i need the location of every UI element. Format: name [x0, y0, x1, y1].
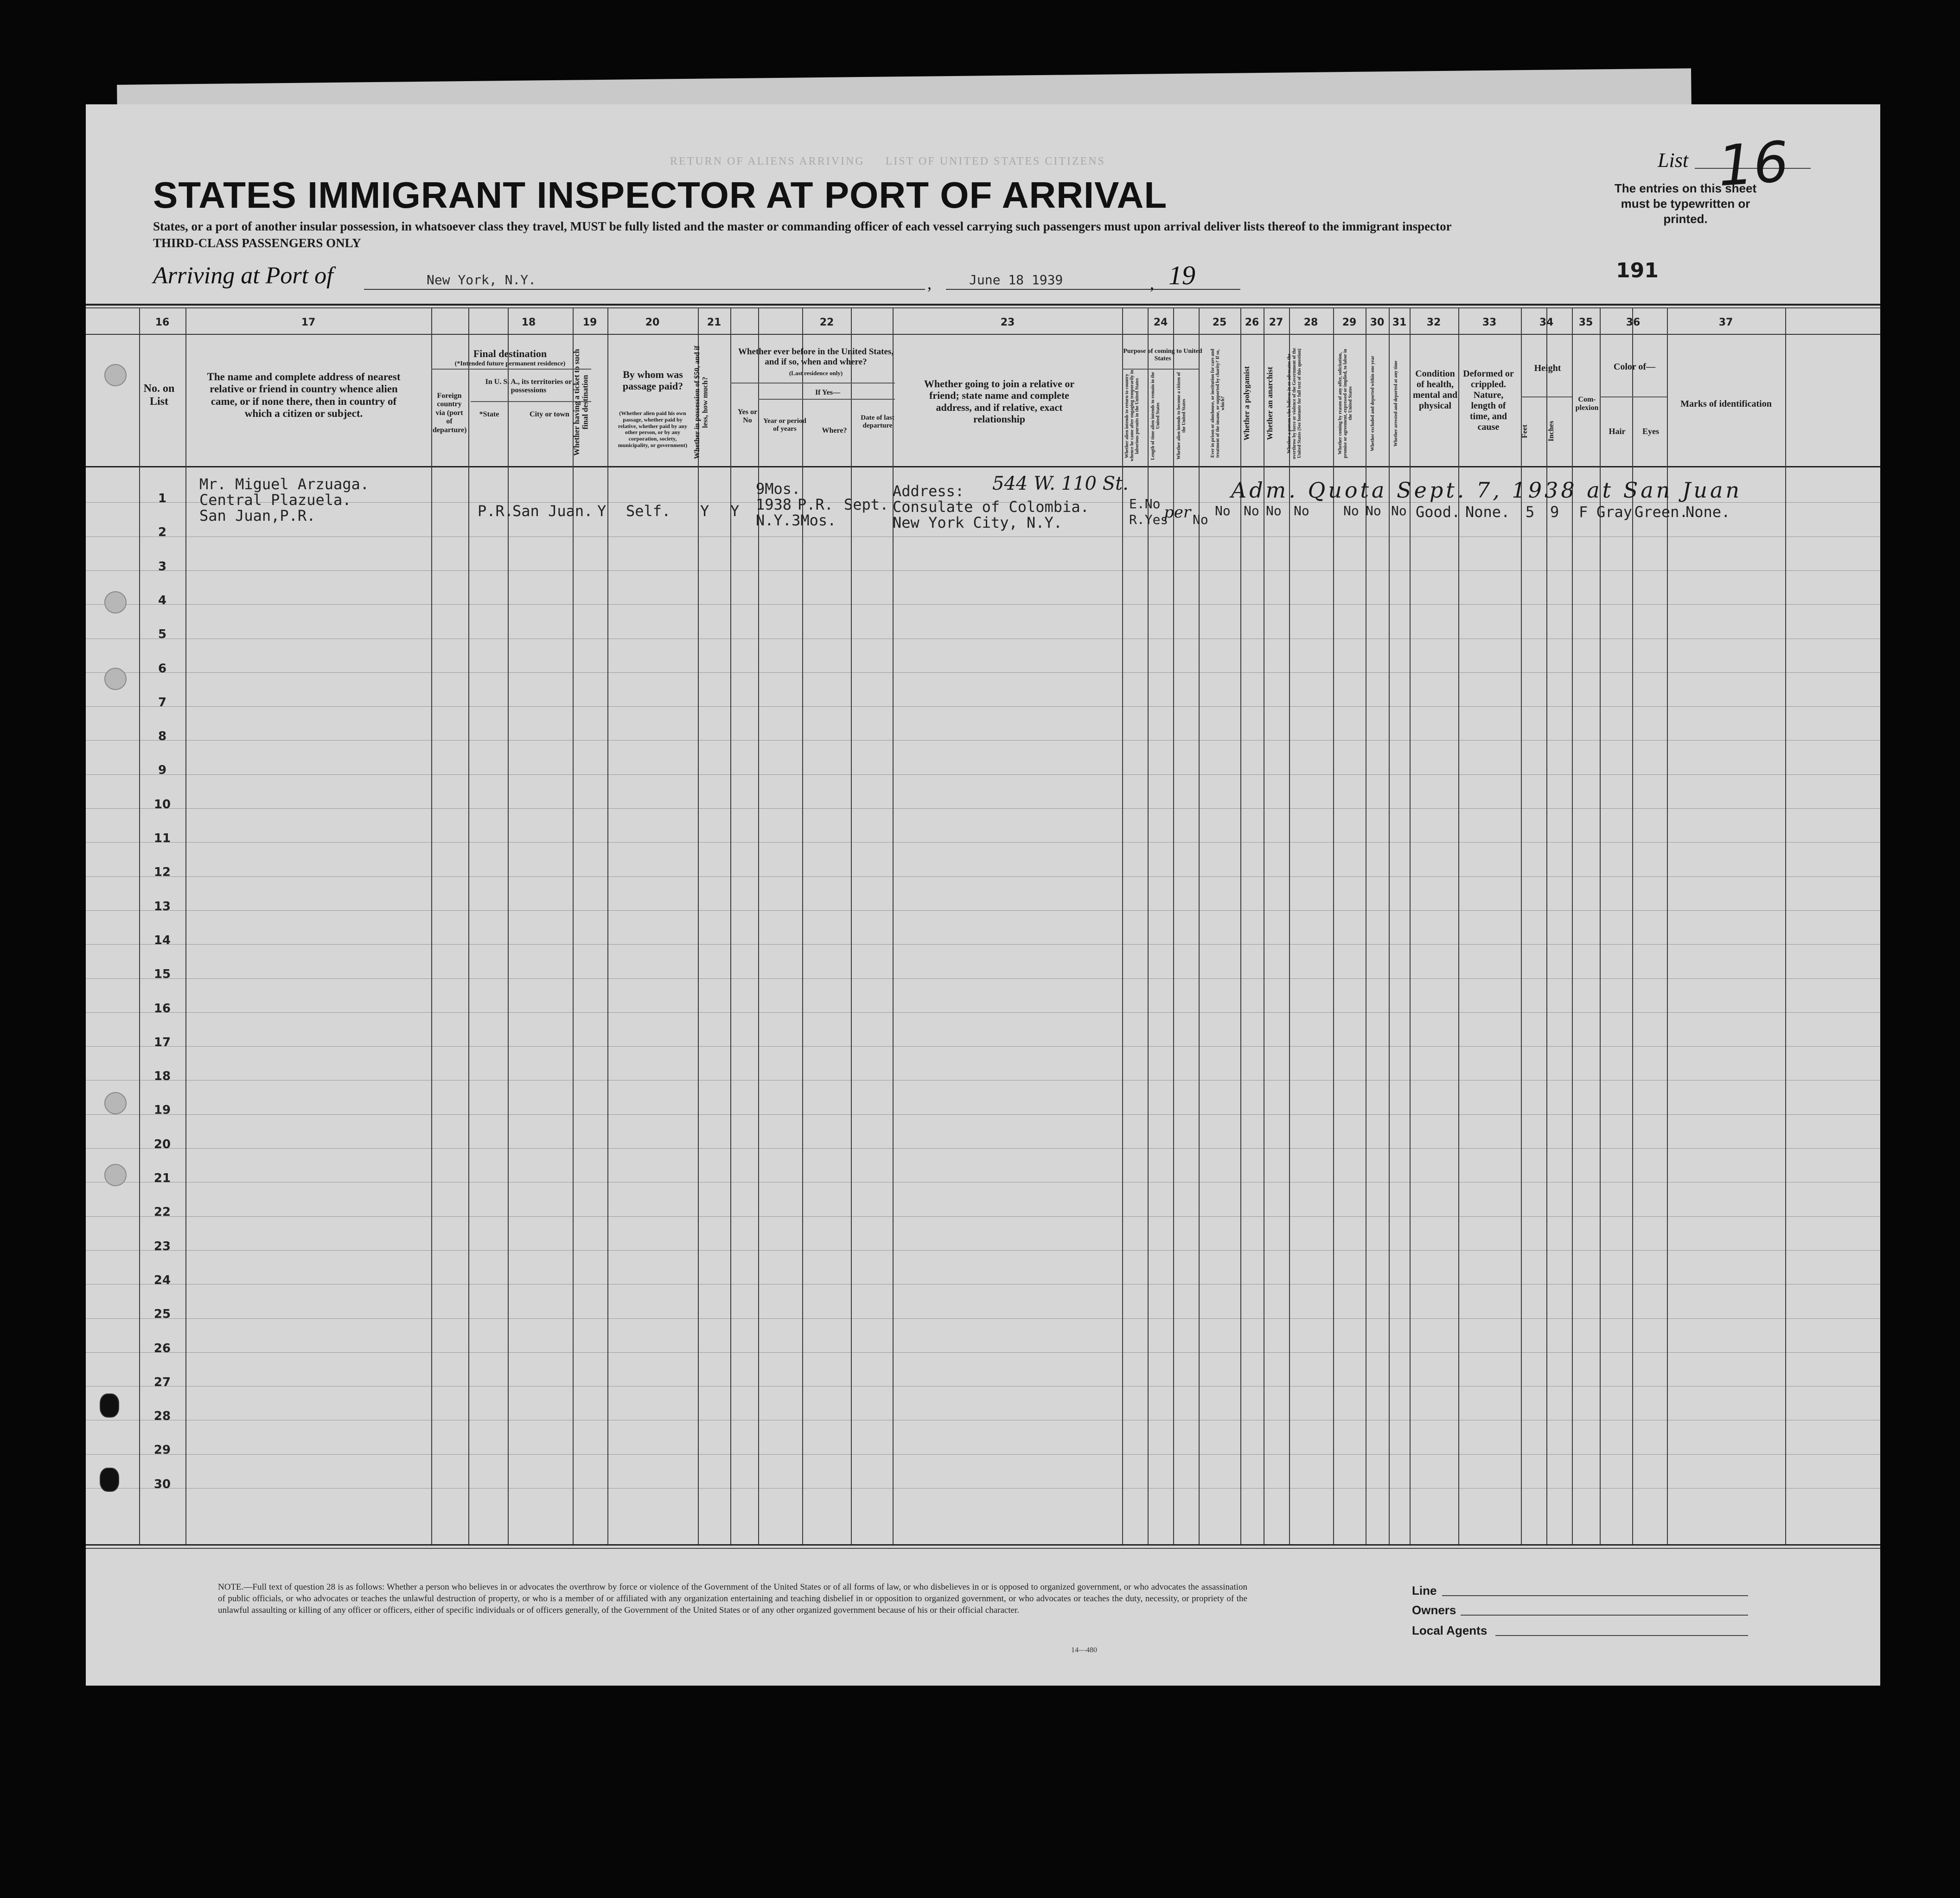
column-number: 29 [1342, 317, 1357, 328]
row-rule [86, 944, 1880, 945]
row-number: 14 [153, 933, 171, 947]
hdr-yes-no: Yes or No [737, 408, 758, 425]
row-rule [86, 740, 1880, 741]
footer-note: NOTE.—Full text of question 28 is as follows: Whether a person who believes in or advocates the overthrow by force or violence of the Government of the United States or of all forms of law, or who disbelieves in or is opposed to organized government, or who advocates the assassination of public officials, or who advocates or teaches the unlawful destruction of property, or who is a member of or affiliated with any organization entertaining and teaching disbelief in or opposition to organized government, or who advocates or teaches the duty, necessity, or propriety of the unlawful assaulting or killing of any officer or officers, either of specific individuals or of officers generally, of the Government of the United States or of any other organized government because of his or their official character. [218, 1582, 1247, 1615]
row-number: 15 [153, 967, 171, 981]
column-rule [508, 308, 509, 1544]
entry-passage: Self. [626, 502, 671, 520]
hdr-final-destination: Final destination [473, 348, 547, 359]
entry-arrested: No [1391, 503, 1407, 518]
hdr-money: Whether in possession of $50, and if less, how much? [693, 345, 709, 459]
entry-purpose-line1: E.No [1129, 496, 1161, 511]
hdr-coming-by-reason: Whether coming by reason of any offer, solicitation, promise or agreement, expressed or implied, to labor in the United States [1338, 349, 1353, 458]
entry-complexion: F [1579, 503, 1588, 521]
row-number: 16 [153, 1002, 171, 1016]
column-number: 23 [1000, 317, 1015, 328]
punch-hole [104, 668, 127, 690]
column-rule [1785, 308, 1786, 1544]
entry-eyes: Green. [1634, 503, 1688, 521]
hdr-date-departure: Date of last departure [861, 414, 894, 430]
hdr-purpose-sub2: Length of time alien intends to remain in the United States [1150, 372, 1161, 460]
column-rule [1148, 308, 1149, 1544]
row-number: 9 [158, 763, 167, 777]
row-number: 5 [158, 627, 167, 641]
table-bottom-rule [86, 1544, 1880, 1546]
entries-note: The entries on this sheet must be typewritten or printed. [1614, 181, 1757, 226]
column-number: 31 [1392, 317, 1407, 328]
column-number: 18 [521, 317, 536, 328]
hdr-inches: Inches [1547, 421, 1555, 442]
column-number: 24 [1153, 317, 1168, 328]
hdr-height: Height [1534, 363, 1561, 373]
column-number: 17 [301, 317, 316, 328]
row-number: 25 [153, 1307, 171, 1321]
entry-anarchist: No [1266, 503, 1282, 518]
bleed-through-text: RETURN OF ALIENS ARRIVING LIST OF UNITED STATES CITIZENS [670, 155, 1105, 167]
table-bottom-rule-2 [86, 1548, 1880, 1549]
entry-relative-line1: Mr. Miguel Arzuaga. [199, 475, 370, 493]
column-number: 27 [1269, 317, 1283, 328]
hdr-state: *State [479, 410, 499, 418]
entry-state: P.R. [478, 502, 514, 520]
footer-agents-rule [1495, 1635, 1748, 1636]
column-rule [468, 308, 469, 1544]
punch-hole [104, 591, 127, 613]
port-line [364, 289, 925, 290]
row-number: 8 [158, 729, 167, 743]
row-number: 12 [153, 865, 171, 879]
row-number: 21 [153, 1171, 171, 1185]
hdr-year-period: Year or period of years [763, 417, 806, 433]
entry-purpose-tail: No [1193, 512, 1208, 527]
column-number: 28 [1303, 317, 1318, 328]
hdr-deformed: Deformed or crippled. Nature, length of time, and cause [1463, 369, 1514, 432]
row-number: 3 [158, 560, 167, 574]
row-number: 24 [153, 1273, 171, 1287]
row-number: 29 [153, 1443, 171, 1457]
hdr-purpose: Purpose of coming to United States [1123, 348, 1202, 363]
hdr-nearest-relative: The name and complete address of nearest relative or friend in country whence alien came, or if none there, then in country of which a citizen or subject. [207, 371, 401, 420]
entry-hair: Gray [1596, 503, 1633, 521]
date-value: June 18 1939 [969, 272, 1063, 288]
hdr-excluded: Whether excluded and deported within one year [1370, 356, 1375, 451]
header-bottom-rule [86, 466, 1880, 467]
entry-marks: None. [1685, 503, 1730, 521]
entry-money: Y [700, 502, 709, 520]
hdr-passage-paid: By whom was passage paid? [622, 369, 683, 392]
row-number: 10 [153, 798, 171, 812]
row-rule [86, 910, 1880, 911]
row-number: 2 [158, 525, 167, 539]
punch-hole [104, 1164, 127, 1186]
column-number: 22 [819, 317, 834, 328]
form-number: 14—480 [1071, 1646, 1097, 1654]
page-title: STATES IMMIGRANT INSPECTOR AT PORT OF ARRIVAL [153, 174, 1168, 216]
hdr-joining-relative: Whether going to join a relative or friend; state name and complete address, and if relative, exact relationship [924, 378, 1075, 425]
row-number: 30 [153, 1477, 171, 1491]
entry-ticket: Y [597, 502, 607, 520]
entry-purpose-hand: per [1164, 503, 1191, 522]
hdr-complexion: Com-plexion [1575, 396, 1599, 412]
row-number: 20 [153, 1138, 171, 1151]
entry-address-line2: Consulate of Colombia. [893, 498, 1089, 516]
row-rule [86, 1012, 1880, 1013]
arriving-label: Arriving at Port of [153, 262, 333, 289]
entry-departure: Sept. [844, 496, 889, 513]
row-number: 6 [158, 662, 167, 676]
subheader-rule [758, 399, 895, 400]
hdr-last-residence: (Last residence only) [789, 370, 843, 377]
row-rule [86, 706, 1880, 707]
entry-purpose-line2: R.Yes [1129, 512, 1168, 527]
entry-year-line3: N.Y.3Mos. [756, 511, 836, 529]
comma: , [927, 274, 932, 293]
entry-health: Good. [1416, 503, 1461, 521]
entry-year-line1: 9Mos. [756, 480, 801, 498]
row-rule [86, 1148, 1880, 1149]
date-line [946, 289, 1240, 290]
row-rule [86, 1046, 1880, 1047]
entry-prison: No [1215, 503, 1231, 518]
list-number: 16 [1716, 129, 1791, 199]
hdr-eyes: Eyes [1642, 427, 1659, 436]
manifest-sheet [86, 104, 1880, 1686]
entry-year-line2: 1938 [756, 496, 792, 513]
column-number: 26 [1245, 317, 1259, 328]
table-top-rule [86, 304, 1880, 306]
list-label: List [1658, 149, 1689, 172]
hdr-purpose-sub3: Whether alien intends to become a citizen of the United States [1176, 372, 1187, 460]
column-rule [1173, 308, 1174, 1544]
row-rule [86, 1318, 1880, 1319]
row-rule [86, 1352, 1880, 1353]
hdr-ever-before: Whether ever before in the United States, and if so, when and where? [738, 347, 894, 367]
row-number: 13 [153, 900, 171, 914]
page-number: 191 [1616, 259, 1659, 282]
punch-hole [100, 1393, 119, 1418]
row-rule [86, 978, 1880, 979]
row-number: 28 [153, 1409, 171, 1423]
hdr-prison: Ever in prison or almshouse, or institution for care and treatment of the insane, or supported by charity? If so, which? [1210, 349, 1226, 458]
hdr-marks: Marks of identification [1680, 399, 1772, 409]
column-number: 32 [1426, 317, 1441, 328]
row-number: 7 [158, 696, 167, 709]
hdr-in-usa: In U. S. A., its territories or possessions [485, 378, 572, 395]
column-rule [573, 308, 574, 1544]
column-number: 37 [1718, 317, 1733, 328]
footer-line-rule [1442, 1595, 1748, 1596]
entry-overthrow: No [1294, 503, 1309, 518]
punch-hole [100, 1468, 119, 1492]
hdr-where: Where? [822, 427, 847, 435]
column-rule [431, 308, 432, 1544]
column-number: 19 [582, 317, 597, 328]
row-rule [86, 842, 1880, 843]
hdr-hair: Hair [1609, 427, 1626, 436]
column-number: 21 [707, 317, 721, 328]
column-rule [802, 308, 803, 1544]
footer-owners-rule [1461, 1615, 1748, 1616]
column-rule [607, 308, 608, 1544]
column-number: 20 [645, 317, 660, 328]
entry-excluded: No [1366, 503, 1381, 518]
footer-owners-label: Owners [1412, 1603, 1456, 1617]
row-number: 19 [153, 1103, 171, 1117]
row-number: 17 [153, 1035, 171, 1049]
hdr-feet: Feet [1521, 424, 1529, 438]
hdr-anarchist: Whether an anarchist [1265, 366, 1274, 441]
entry-relative-line3: San Juan,P.R. [199, 507, 316, 524]
hdr-overthrow: Whether a person who believes in or advocates the overthrow by force or violence of the Government of the United States (See footnote for full text of this question) [1287, 348, 1302, 459]
row-rule [86, 808, 1880, 809]
row-rule [86, 774, 1880, 775]
row-rule [86, 1386, 1880, 1387]
entry-relative-line2: Central Plazuela. [199, 491, 351, 509]
entry-where: P.R. [798, 496, 834, 513]
entry-handwritten-note: Adm. Quota Sept. 7, 1938 at San Juan [1231, 478, 1743, 503]
hdr-no-on-list: No. on List [143, 383, 175, 408]
row-rule [86, 1250, 1880, 1251]
column-rule [1199, 308, 1200, 1544]
entry-labor: No [1343, 503, 1359, 518]
subheader-rule [1521, 396, 1572, 397]
entry-feet: 5 [1526, 503, 1535, 521]
footer-agents-label: Local Agents [1412, 1623, 1488, 1637]
column-number: 35 [1578, 317, 1593, 328]
row-rule [86, 876, 1880, 877]
subheader-rule [1600, 396, 1667, 397]
hdr-polygamist: Whether a polygamist [1242, 366, 1251, 441]
hdr-purpose-sub1: Whether alien intends to return to country whence he came after engaging temporarily in laborious pursuits in the United States [1124, 370, 1140, 462]
hdr-city: City or town [530, 410, 569, 418]
row-number: 4 [158, 594, 167, 607]
entry-address-hand: 544 W. 110 St. [992, 473, 1129, 494]
entry-address-line3: New York City, N.Y. [893, 514, 1063, 531]
punch-hole [104, 364, 127, 386]
column-number: 33 [1482, 317, 1497, 328]
hdr-foreign-country: Foreign country via (port of departure) [433, 392, 467, 434]
row-number: 23 [153, 1240, 171, 1253]
comma-2: , [1150, 274, 1154, 293]
column-number: 30 [1370, 317, 1385, 328]
row-rule [86, 570, 1880, 571]
row-rule [86, 1454, 1880, 1455]
row-number: 18 [153, 1069, 171, 1083]
entry-polygamist: No [1244, 503, 1259, 518]
row-rule [86, 1284, 1880, 1285]
column-rule [698, 308, 699, 1544]
column-number: 36 [1626, 317, 1641, 328]
hdr-ticket: Whether having a ticket to such final destination [572, 349, 590, 456]
entry-ever-before: Y [730, 502, 740, 520]
subheader-rule [431, 369, 591, 370]
punch-hole [104, 1092, 127, 1114]
class-line: THIRD-CLASS PASSENGERS ONLY [153, 236, 361, 250]
hdr-health: Condition of health, mental and physical [1412, 369, 1458, 411]
row-number: 27 [153, 1375, 171, 1389]
entry-address-label: Address: [893, 482, 964, 500]
colnum-rule [86, 334, 1880, 335]
column-number: 16 [155, 317, 170, 328]
column-rule [851, 308, 852, 1544]
entry-inches: 9 [1550, 503, 1559, 521]
entry-deformed: None. [1465, 503, 1510, 521]
hdr-if-yes: If Yes— [815, 389, 841, 396]
row-rule [86, 1216, 1880, 1217]
hdr-final-destination-note: (*Intended future permanent residence) [454, 360, 566, 367]
subtitle: States, or a port of another insular possession, in whatsoever class they travel, MUST be fully listed and the master or commanding officer of each vessel carrying such passengers must upon arrival deliver lists thereof to the immigrant inspector THIRD-CLASS PASSENGERS ONLY [153, 219, 1452, 250]
row-number: 11 [153, 831, 171, 845]
column-number: 25 [1212, 317, 1227, 328]
row-rule [86, 1488, 1880, 1489]
hdr-passage-note: (Whether alien paid his own passage, whether paid by relative, whether paid by any other person, or by any corporation, society, municipality, or government) [618, 410, 688, 448]
row-rule [86, 1114, 1880, 1115]
row-number: 26 [153, 1342, 171, 1355]
footer-line-label: Line [1412, 1584, 1437, 1598]
row-rule [86, 604, 1880, 605]
entry-city: San Juan. [512, 502, 593, 520]
hdr-color-of: Color of— [1613, 362, 1656, 372]
row-number: 1 [158, 492, 167, 505]
row-rule [86, 672, 1880, 673]
year-prefix: 19 [1168, 260, 1195, 290]
row-number: 22 [153, 1205, 171, 1219]
column-number: 34 [1539, 317, 1554, 328]
column-rule [730, 308, 731, 1544]
port-value: New York, N.Y. [427, 272, 536, 288]
table-top-rule-2 [86, 307, 1880, 308]
hdr-arrested: Whether arrested and deported at any time [1393, 360, 1398, 447]
